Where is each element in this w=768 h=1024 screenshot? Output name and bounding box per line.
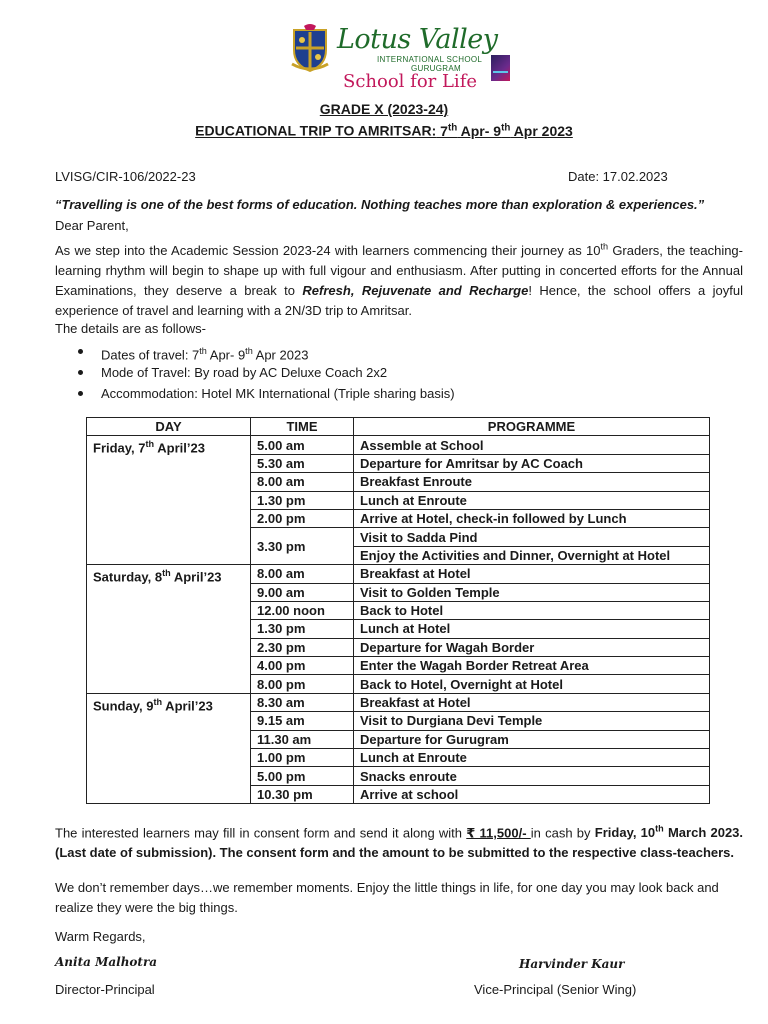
- day-cell: Friday, 7th April’23: [87, 436, 251, 565]
- header-programme: PROGRAMME: [354, 418, 710, 436]
- city-label: GURUGRAM: [411, 64, 461, 73]
- programme-cell: Lunch at Enroute: [354, 491, 710, 509]
- time-cell: 5.00 am: [251, 436, 354, 454]
- programme-cell: Arrive at Hotel, check-in followed by Lunch: [354, 509, 710, 527]
- brand-name: Lotus Valley: [337, 24, 498, 55]
- table-row: [87, 436, 710, 454]
- time-cell: 9.00 am: [251, 583, 354, 601]
- grade-title: GRADE X (2023-24): [319, 101, 449, 117]
- day-cell: Saturday, 8th April’23: [87, 565, 251, 694]
- trip-details-list: [78, 341, 455, 404]
- time-cell: 4.00 pm: [251, 657, 354, 675]
- time-cell: 10.30 pm: [251, 785, 354, 803]
- day-cell: Sunday, 9th April’23: [87, 693, 251, 803]
- time-cell: 8.00 pm: [251, 675, 354, 693]
- warm-regards: Warm Regards,: [55, 929, 146, 944]
- programme-cell: Arrive at school: [354, 785, 710, 803]
- school-crest-logo: [290, 24, 330, 72]
- time-cell: 5.30 am: [251, 454, 354, 472]
- table-row: [87, 565, 710, 583]
- tagline: School for Life: [343, 71, 478, 92]
- list-item: Dates of travel: 7th Apr- 9th Apr 2023: [78, 341, 455, 362]
- header-day: DAY: [87, 418, 251, 436]
- list-item: Accommodation: Hotel MK International (Triple sharing basis): [78, 383, 455, 404]
- time-cell: 2.00 pm: [251, 509, 354, 527]
- closing-quote: We don’t remember days…we remember moments. Enjoy the little things in life, for one day you may look back and realize they were the big things.: [55, 880, 719, 915]
- time-cell: 1.00 pm: [251, 749, 354, 767]
- programme-cell: Departure for Wagah Border: [354, 638, 710, 656]
- programme-cell: Lunch at Hotel: [354, 620, 710, 638]
- time-cell: 1.30 pm: [251, 620, 354, 638]
- details-intro: The details are as follows-: [55, 321, 207, 336]
- greeting: Dear Parent,: [55, 218, 129, 233]
- table-header-row: [87, 418, 710, 436]
- programme-cell: Departure for Amritsar by AC Coach: [354, 454, 710, 472]
- programme-cell: Back to Hotel, Overnight at Hotel: [354, 675, 710, 693]
- director-title: Director-Principal: [55, 982, 155, 997]
- programme-cell: Breakfast at Hotel: [354, 693, 710, 711]
- letterhead: [285, 10, 515, 96]
- programme-cell: Snacks enroute: [354, 767, 710, 785]
- vice-principal-signature: Harvinder Kaur: [519, 957, 625, 971]
- programme-cell: Breakfast Enroute: [354, 473, 710, 491]
- programme-cell: Visit to Golden Temple: [354, 583, 710, 601]
- accreditation-badge-icon: [491, 55, 510, 81]
- time-cell: 1.30 pm: [251, 491, 354, 509]
- time-cell: 11.30 am: [251, 730, 354, 748]
- table-row: [87, 693, 710, 711]
- vice-principal-title: Vice-Principal (Senior Wing): [474, 982, 637, 997]
- itinerary-table: [86, 417, 710, 804]
- programme-cell: Enter the Wagah Border Retreat Area: [354, 657, 710, 675]
- time-cell: 2.30 pm: [251, 638, 354, 656]
- director-signature: Anita Malhotra: [55, 955, 158, 969]
- time-cell: 8.30 am: [251, 693, 354, 711]
- programme-cell: Back to Hotel: [354, 601, 710, 619]
- programme-cell: Visit to Sadda Pind: [354, 528, 710, 546]
- time-cell: 5.00 pm: [251, 767, 354, 785]
- programme-cell: Enjoy the Activities and Dinner, Overnight at Hotel: [354, 546, 710, 564]
- circular-reference: LVISG/CIR-106/2022-23: [55, 169, 196, 184]
- programme-cell: Visit to Durgiana Devi Temple: [354, 712, 710, 730]
- time-cell: 8.00 am: [251, 473, 354, 491]
- programme-cell: Departure for Gurugram: [354, 730, 710, 748]
- school-type-label: INTERNATIONAL SCHOOL: [377, 55, 483, 64]
- programme-cell: Assemble at School: [354, 436, 710, 454]
- time-cell: 8.00 am: [251, 565, 354, 583]
- time-cell: 12.00 noon: [251, 601, 354, 619]
- time-cell: 9.15 am: [251, 712, 354, 730]
- opening-quote: “Travelling is one of the best forms of education. Nothing teaches more than exploration & experiences.”: [55, 197, 705, 212]
- circular-date: Date: 17.02.2023: [568, 169, 668, 184]
- intro-paragraph: As we step into the Academic Session 2023-24 with learners commencing their journey as 10th Graders, the teaching-learning rhythm will begin to shape up with full vigour and enthusiasm. After putting in concerted efforts for the Annual Examinations, they deserve a break to Refresh, Rejuvenate and Recharge! Hence, the school offers a joyful experience of travel and learning with a 2N/3D trip to Amritsar.: [55, 242, 744, 319]
- list-item: Mode of Travel: By road by AC Deluxe Coach 2x2: [78, 362, 455, 383]
- header-time: TIME: [251, 418, 354, 436]
- consent-instructions: The interested learners may fill in consent form and send it along with ₹ 11,500/- in cash by Friday, 10th March 2023. (Last date of submission). The consent form and the amount to be submitted to the respective class-teachers.: [55, 824, 744, 861]
- trip-title: EDUCATIONAL TRIP TO AMRITSAR: 7th Apr- 9th Apr 2023: [195, 122, 573, 139]
- trip-fee: ₹ 11,500/-: [466, 825, 531, 841]
- programme-cell: Lunch at Enroute: [354, 749, 710, 767]
- time-cell: 3.30 pm: [251, 528, 354, 565]
- programme-cell: Breakfast at Hotel: [354, 565, 710, 583]
